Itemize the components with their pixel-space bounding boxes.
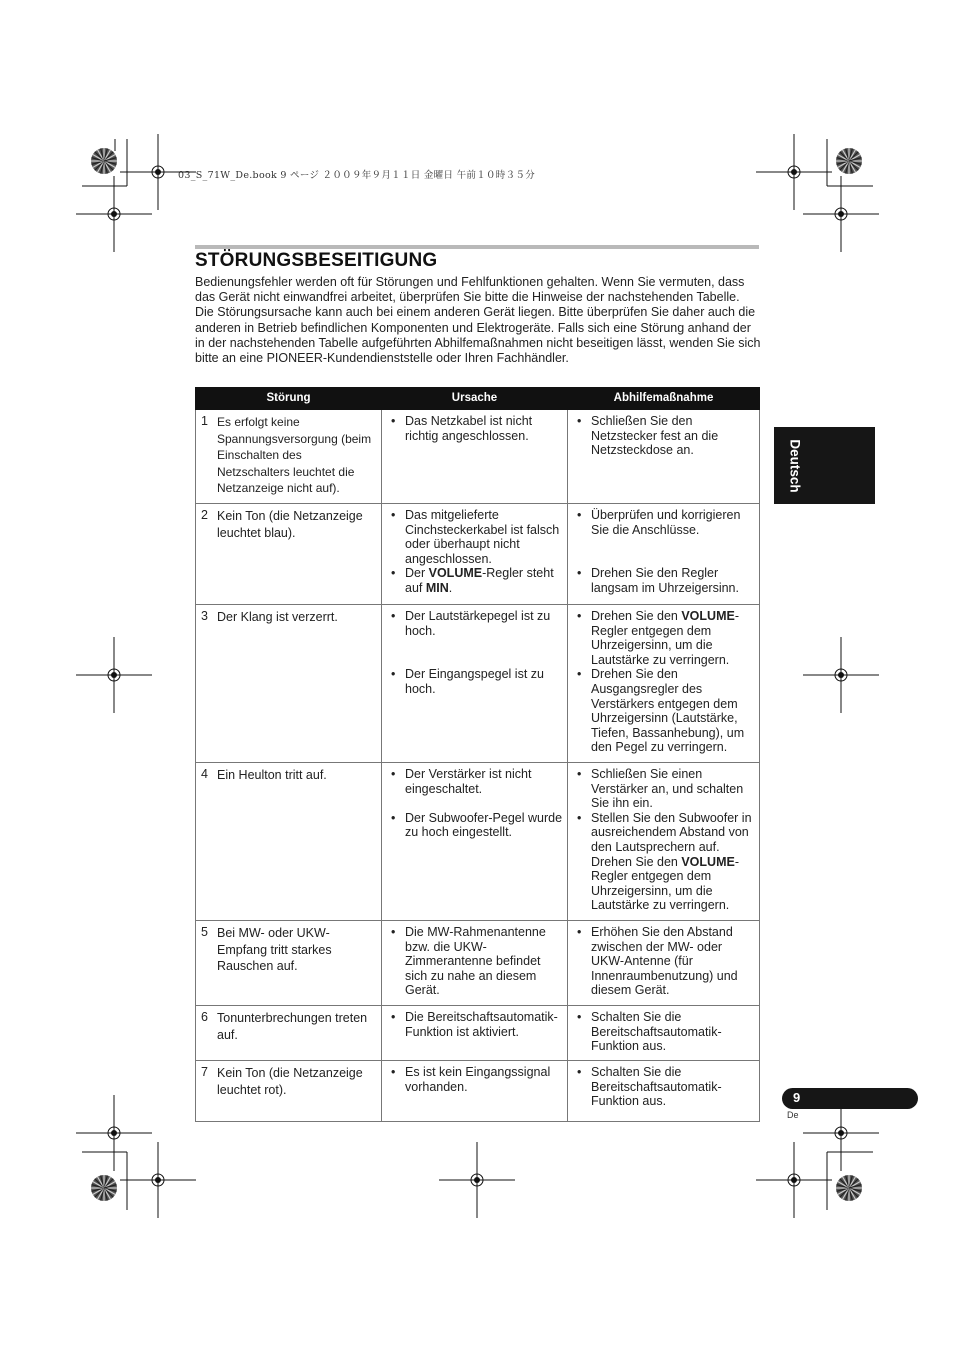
cause-text: Der Subwoofer-Pegel wurde zu hoch eingestellt. — [405, 810, 563, 840]
bullet-icon: • — [577, 667, 582, 682]
remedy-cell — [568, 762, 760, 920]
bullet-icon: • — [391, 667, 396, 682]
remedy-text: Drehen Sie den Regler langsam im Uhrzeigersinn. — [591, 566, 739, 595]
bullet-icon: • — [391, 566, 396, 581]
cause-cell — [382, 1005, 568, 1060]
problem-text: Bei MW- oder UKW-Empfang tritt starkes Rauschen auf. — [217, 925, 332, 974]
bullet-icon: • — [577, 810, 582, 825]
bullet-icon: • — [391, 414, 396, 428]
bullet-icon: • — [577, 924, 582, 939]
problem-cell — [196, 503, 382, 604]
table-row — [196, 1060, 760, 1121]
problem-text: Tonunterbrechungen treten auf. — [217, 1010, 368, 1042]
bullet-icon: • — [577, 566, 582, 581]
bullet-icon: • — [391, 608, 396, 623]
row-number: 2 — [201, 507, 208, 522]
crosshair-mark-icon — [756, 134, 832, 210]
crosshair-mark-icon — [439, 1142, 515, 1218]
remedy-cell — [568, 920, 760, 1005]
problem-text: Der Klang ist verzerrt. — [217, 609, 338, 624]
bullet-icon: • — [391, 810, 396, 825]
sunburst-target-icon — [836, 148, 862, 174]
problem-cell — [196, 1060, 382, 1121]
page-number: 9 — [793, 1090, 801, 1105]
bullet-icon: • — [577, 1064, 582, 1079]
page-title: STÖRUNGSBESEITIGUNG — [195, 250, 438, 271]
intro-paragraph: Bedienungsfehler werden oft für Störungen und Fehlfunktionen gehalten. Wenn Sie vermuten, dass das Gerät nicht einwandfrei arbeitet, überprüfen Sie bitte die Hinweise der nachstehenden Tabelle. Die Störungsursache kann auch bei einem anderen Gerät liegen. Bitte überprüfen Sie daher auch die anderen in Betrieb befindlichen Komponenten und Elektrogeräte. Falls sich eine Störung anhand der in der nachstehenden Tabelle aufgeführten Abhilfemaßnahmen nicht beseitigen lässt, wenden Sie sich bitte an eine PIONEER-Kundendienststelle oder Ihren Fachhändler. — [195, 275, 761, 366]
problem-text: Es erfolgt keine Spannungsversorgung (beim Einschalten des Netzschalters leuchtet die Netzanzeige nicht auf). — [217, 415, 372, 496]
crosshair-mark-icon — [803, 637, 879, 713]
cause-cell — [382, 1060, 568, 1121]
page-number-pill — [782, 1088, 918, 1109]
remedy-cell — [568, 1005, 760, 1060]
problem-cell — [196, 410, 382, 504]
remedy-text: Stellen Sie den Subwoofer in ausreichendem Abstand von den Lautsprechern auf. Drehen Sie den VOLUME-Regler entgegen dem Uhrzeigersinn, um die Lautstärke zu verringern. — [591, 810, 752, 913]
problem-text: Kein Ton (die Netzanzeige leuchtet blau). — [217, 508, 363, 540]
sunburst-target-icon — [91, 1175, 117, 1201]
problem-cell — [196, 920, 382, 1005]
row-number: 1 — [201, 414, 208, 428]
remedy-cell — [568, 1060, 760, 1121]
remedy-text: Überprüfen und korrigieren Sie die Anschlüsse. — [591, 507, 741, 537]
cause-text: Die Bereitschaftsautomatik-Funktion ist aktiviert. — [405, 1009, 558, 1039]
remedy-cell — [568, 503, 760, 604]
bullet-icon: • — [391, 1064, 396, 1079]
table-row — [196, 1005, 760, 1060]
cause-text: Der Eingangspegel ist zu hoch. — [405, 667, 544, 696]
bullet-icon: • — [577, 414, 582, 428]
crosshair-mark-icon — [120, 1142, 196, 1218]
cause-text: Die MW-Rahmenantenne bzw. die UKW-Zimmerantenne befindet sich zu nahe an diesem Gerät. — [405, 924, 546, 998]
remedy-text: Schalten Sie die Bereitschaftsautomatik-Funktion aus. — [591, 1064, 722, 1109]
bullet-icon: • — [391, 507, 396, 522]
row-number: 4 — [201, 766, 208, 781]
table-row — [196, 920, 760, 1005]
page-language-code: De — [787, 1110, 799, 1120]
problem-cell — [196, 1005, 382, 1060]
table-row — [196, 762, 760, 920]
bullet-icon: • — [577, 766, 582, 781]
problem-cell — [196, 762, 382, 920]
crosshair-mark-icon — [76, 637, 152, 713]
row-number: 5 — [201, 924, 208, 939]
column-header-remedy: Abhilfemaßnahme — [568, 388, 760, 410]
cause-text: Der Verstärker ist nicht eingeschaltet. — [405, 766, 532, 796]
title-rule — [195, 245, 759, 249]
problem-text: Ein Heulton tritt auf. — [217, 767, 327, 782]
table-row — [196, 410, 760, 504]
crosshair-mark-icon — [76, 176, 152, 252]
remedy-text: Schließen Sie den Netzstecker fest an die Netzsteckdose an. — [591, 414, 719, 458]
remedy-cell — [568, 410, 760, 504]
cause-text: Das Netzkabel ist nicht richtig angeschlossen. — [405, 414, 533, 443]
table-row — [196, 503, 760, 604]
sunburst-target-icon — [836, 1175, 862, 1201]
language-tab-label: Deutsch — [787, 439, 803, 493]
column-header-cause: Ursache — [382, 388, 568, 410]
row-number: 6 — [201, 1009, 208, 1024]
problem-text: Kein Ton (die Netzanzeige leuchtet rot). — [217, 1065, 363, 1097]
troubleshooting-table — [195, 387, 760, 1122]
table-header-row — [196, 388, 760, 410]
remedy-text: Schließen Sie einen Verstärker an, und schalten Sie ihn ein. — [591, 766, 744, 811]
cause-text: Es ist kein Eingangssignal vorhanden. — [405, 1064, 551, 1094]
cause-cell — [382, 410, 568, 504]
cause-cell — [382, 920, 568, 1005]
cause-cell — [382, 503, 568, 604]
print-header: 03_S_71W_De.book 9 ページ ２００９年９月１１日 金曜日 午前１０時３５分 — [178, 170, 535, 181]
remedy-text: Drehen Sie den VOLUME-Regler entgegen dem Uhrzeigersinn, um die Lautstärke zu verringern. — [591, 608, 739, 667]
bullet-icon: • — [577, 608, 582, 623]
bullet-icon: • — [577, 1009, 582, 1024]
table-row — [196, 604, 760, 762]
crosshair-mark-icon — [76, 1095, 152, 1171]
cause-cell — [382, 604, 568, 762]
remedy-text: Schalten Sie die Bereitschaftsautomatik-Funktion aus. — [591, 1009, 722, 1054]
remedy-text: Drehen Sie den Ausgangsregler des Verstärkers entgegen dem Uhrzeigersinn (Lautstärke, Tiefen, Bassanhebung), um den Pegel zu verringern. — [591, 667, 745, 755]
bullet-icon: • — [391, 766, 396, 781]
cause-text: Der Lautstärkepegel ist zu hoch. — [405, 608, 551, 638]
crosshair-mark-icon — [803, 176, 879, 252]
row-number: 3 — [201, 608, 208, 623]
bullet-icon: • — [391, 924, 396, 939]
sunburst-target-icon — [91, 148, 117, 174]
cause-text: Das mitgelieferte Cinchsteckerkabel ist falsch oder überhaupt nicht angeschlossen. — [405, 507, 560, 566]
crosshair-mark-icon — [756, 1142, 832, 1218]
row-number: 7 — [201, 1064, 208, 1079]
cause-text: Der VOLUME-Regler steht auf MIN. — [405, 566, 554, 595]
remedy-text: Erhöhen Sie den Abstand zwischen der MW- oder UKW-Antenne (für Innenraumbenutzung) und diesem Gerät. — [591, 924, 738, 998]
problem-cell — [196, 604, 382, 762]
column-header-problem: Störung — [196, 388, 382, 410]
bullet-icon: • — [577, 507, 582, 522]
cause-cell — [382, 762, 568, 920]
bullet-icon: • — [391, 1009, 396, 1024]
remedy-cell — [568, 604, 760, 762]
